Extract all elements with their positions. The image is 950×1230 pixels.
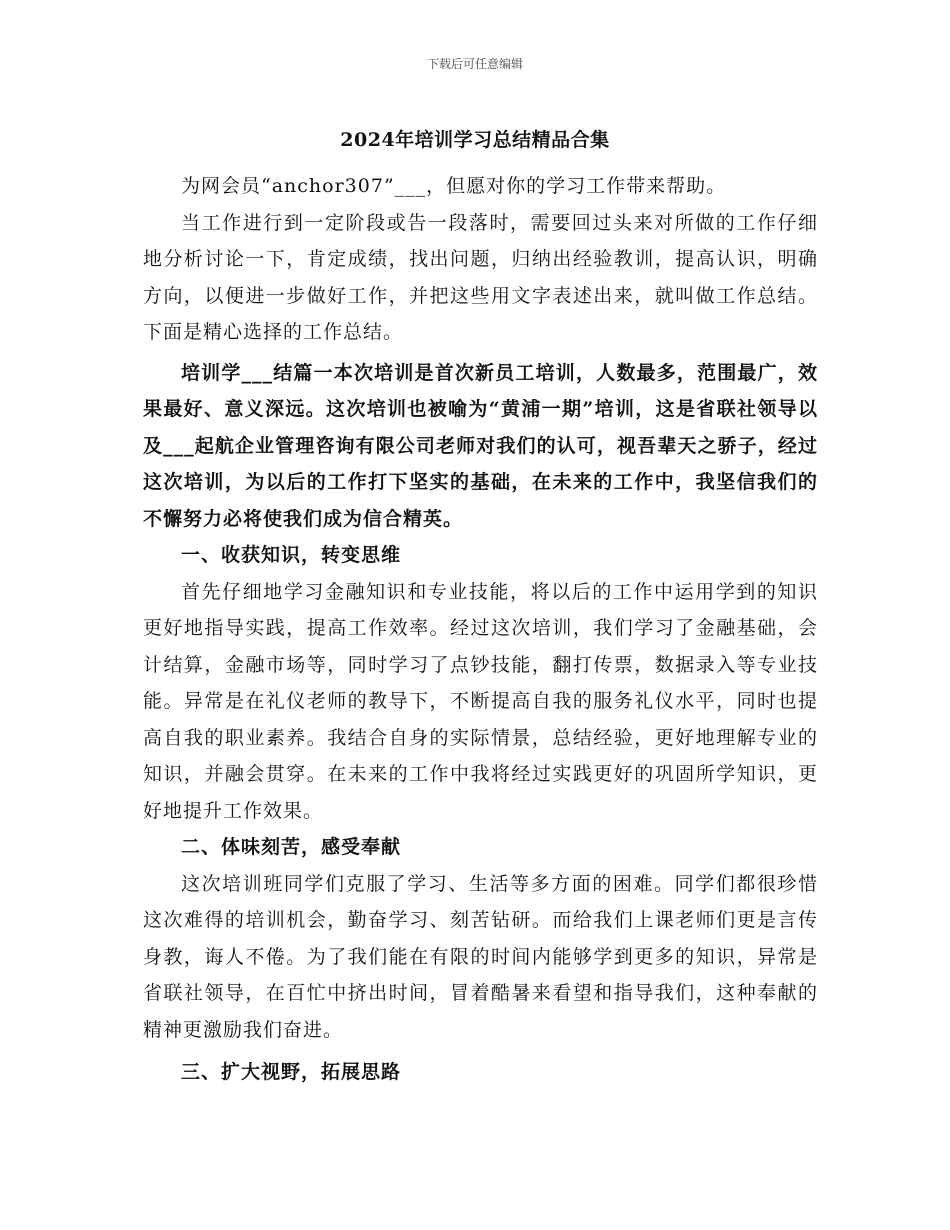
document-body: [143, 168, 818, 1091]
summary-definition-paragraph: 当工作进行到一定阶段或告一段落时，需要回过头来对所做的工作仔细地分析讨论一下，肯定成绩，找出问题，归纳出经验教训，提高认识，明确方向，以便进一步做好工作，并把这些用文字表述出来，就叫做工作总结。下面是精心选择的工作总结。: [143, 211, 818, 343]
section-2-paragraph: 这次培训班同学们克服了学习、生活等多方面的困难。同学们都很珍惜这次难得的培训机会，勤奋学习、刻苦钻研。而给我们上课老师们更是言传身教，诲人不倦。为了我们能在有限的时间内能够学到更多的知识，异常是省联社领导，在百忙中挤出时间，冒着酷暑来看望和指导我们，这种奉献的精神更激励我们奋进。: [143, 872, 818, 1041]
page-header-note: 下载后可任意编辑: [426, 57, 523, 71]
section-heading-1: 一、收获知识，转变思维: [181, 544, 402, 566]
section-heading-2: 二、体味刻苦，感受奉献: [181, 836, 402, 858]
intro-paragraph: 为网会员“anchor307”___，但愿对你的学习工作带来帮助。: [181, 175, 727, 197]
section-heading-3: 三、扩大视野，拓展思路: [181, 1061, 402, 1083]
document-title: 2024年培训学习总结精品合集: [340, 129, 610, 151]
part-one-intro-paragraph: 培训学___结篇一本次培训是首次新员工培训，人数最多，范围最广，效果最好、意义深远。这次培训也被喻为“黄浦一期”培训，这是省联社领导以及___起航企业管理咨询有限公司老师对我们的认可，视吾辈天之骄子，经过这次培训，为以后的工作打下坚实的基础，在未来的工作中，我坚信我们的不懈努力必将使我们成为信合精英。: [143, 361, 818, 530]
section-1-paragraph: 首先仔细地学习金融知识和专业技能，将以后的工作中运用学到的知识更好地指导实践，提高工作效率。经过这次培训，我们学习了金融基础，会计结算，金融市场等，同时学习了点钞技能，翻打传票，数据录入等专业技能。异常是在礼仪老师的教导下，不断提高自我的服务礼仪水平，同时也提高自我的职业素养。我结合自身的实际情景，总结经验，更好地理解专业的知识，并融会贯穿。在未来的工作中我将经过实践更好的巩固所学知识，更好地提升工作效果。: [143, 580, 818, 822]
